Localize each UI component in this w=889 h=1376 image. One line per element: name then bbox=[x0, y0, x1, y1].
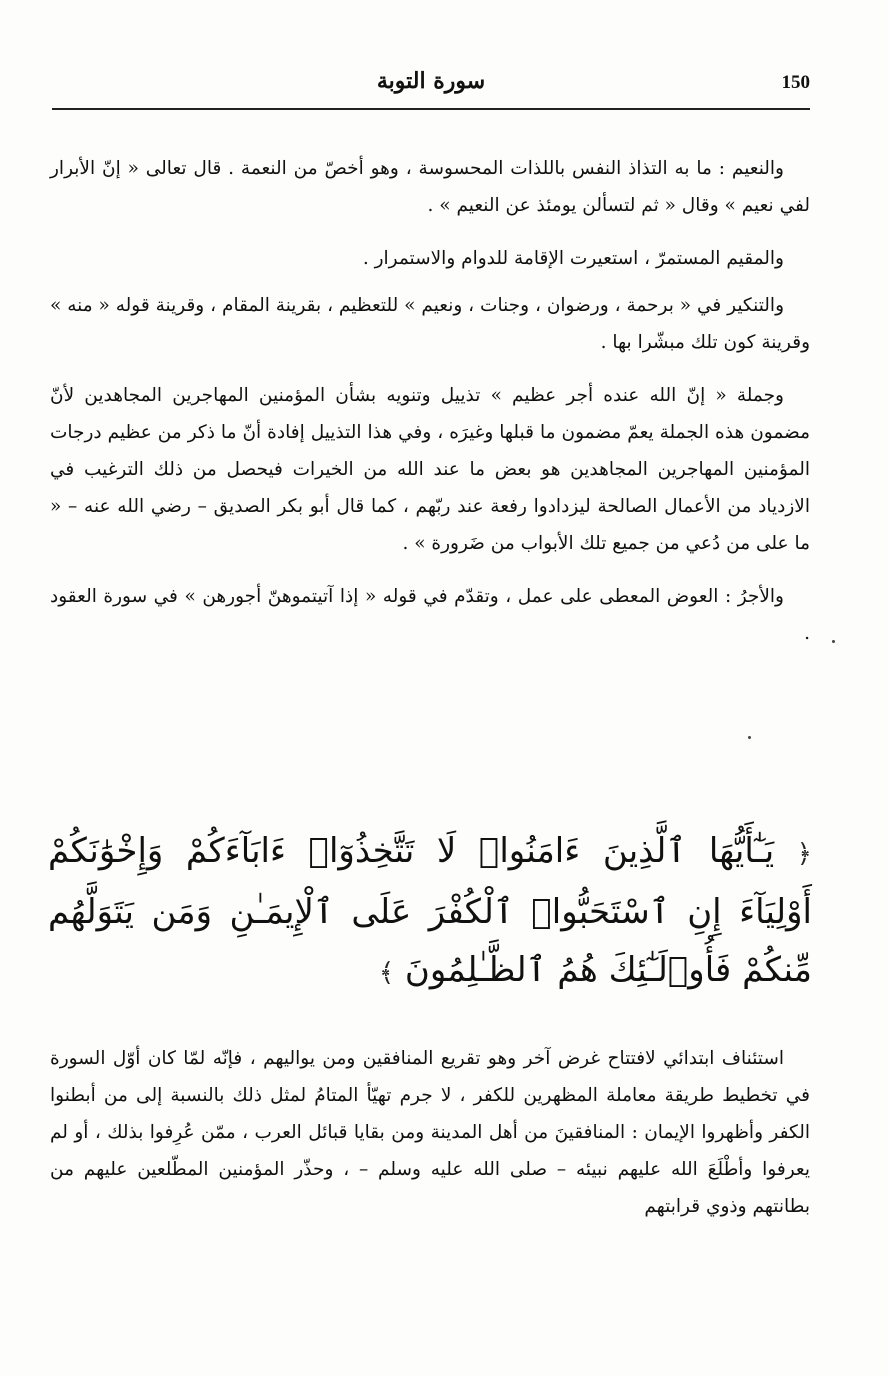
paragraph-ajr: والأجرُ : العوض المعطى على عمل ، وتقدّم في قوله « إذا آتيتموهنّ أجورهن » في سورة العقود . bbox=[50, 586, 810, 644]
quran-verse bbox=[48, 822, 812, 1002]
header-rule bbox=[52, 108, 810, 110]
commentary-lower bbox=[50, 1040, 810, 1241]
commentary-upper bbox=[50, 150, 810, 668]
page-header bbox=[52, 62, 810, 104]
verse-text: يَـٰٓأَيُّهَا ٱلَّذِينَ ءَامَنُوا۟ لَا تَتَّخِذُوٓا۟ ءَابَآءَكُمْ وَإِخْوَٰنَكُمْ أَوْلِيَآءَ إِنِ ٱسْتَحَبُّوا۟ ٱلْكُفْرَ عَلَى ٱلْإِيمَـٰنِ وَمَن يَتَوَلَّهُم مِّنكُمْ فَأُو۟لَـٰٓئِكَ هُمُ ٱلظَّـٰلِمُونَ bbox=[48, 831, 812, 990]
print-speck bbox=[748, 736, 751, 739]
paragraph-istinaf: استئناف ابتدائي لافتتاح غرض آخر وهو تقريع المنافقين ومن يواليهم ، فإنّه لمّا كان أوّل السورة في تخطيط طريقة معاملة المظهرين للكفر ، لا جرم تهيّأ المتامُ لمثل ذلك بالنسبة إلى من أبطنوا الكفر وأظهروا الإيمان : المنافقينَ من أهل المدينة ومن بقايا قبائل العرب ، ممّن عُرِفوا بذلك ، أو لم يعرفوا وأطْلَعَ الله عليهم نبيئه – صلى الله عليه وسلم – ، وحذّر المؤمنين المطّلعين عليهم من بطانتهم وذوي قرابتهم bbox=[50, 1048, 810, 1217]
print-speck bbox=[832, 640, 835, 643]
paragraph-tankeer: والتنكير في « برحمة ، ورضوان ، وجنات ، ونعيم » للتعظيم ، بقرينة المقام ، وقرينة قوله « منه » وقرينة كون تلك مبشّرا بها . bbox=[50, 295, 810, 353]
page-number: 150 bbox=[781, 72, 810, 93]
paragraph-jumla: وجملة « إنّ الله عنده أجر عظيم » تذييل وتنويه بشأن المؤمنين المهاجرين المجاهدين لأنّ مضمون هذه الجملة يعمّ مضمون ما قبلها وغيرَه ، وفي هذا التذييل إفادة أنّ ما ذكر من عظيم درجات المؤمنين المهاجرين المجاهدين هو بعض ما عند الله من الخيرات فيحصل من ذلك الترغيب في الازدياد من الأعمال الصالحة ليزدادوا رفعة عند ربّهم ، كما قال أبو بكر الصديق – رضي الله عنه – « ما على من دُعي من جميع تلك الأبواب من ضَرورة » . bbox=[50, 385, 810, 554]
paragraph-muqeem: والمقيم المستمرّ ، استعيرت الإقامة للدوام والاستمرار . bbox=[362, 248, 784, 269]
paragraph-naeem: والنعيم : ما به التذاذ النفس باللذات المحسوسة ، وهو أخصّ من النعمة . قال تعالى « إنّ الأبرار لفي نعيم » وقال « ثم لتسألن يومئذ عن النعيم » . bbox=[50, 158, 810, 216]
verse-open-bracket: ﴿ bbox=[796, 839, 812, 869]
verse-close-bracket: ﴾ bbox=[378, 958, 395, 988]
running-title: سورة التوبة bbox=[376, 68, 486, 94]
